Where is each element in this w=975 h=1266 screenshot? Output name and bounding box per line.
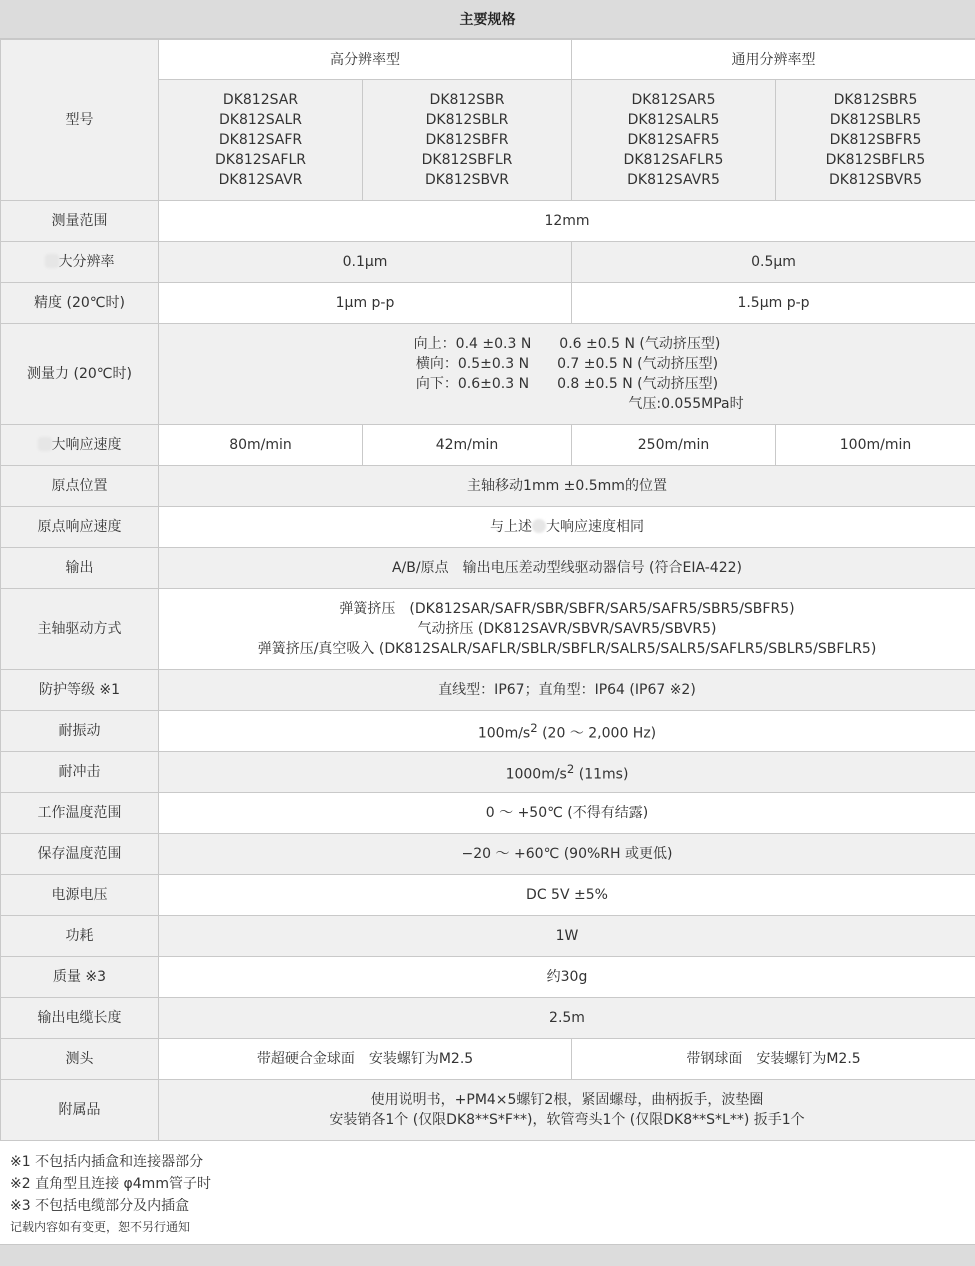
- model-label: 型号: [1, 40, 159, 201]
- table-row: [1, 752, 975, 793]
- footnotes: [0, 1141, 975, 1237]
- protection-label: 防护等级 ※1: [1, 670, 159, 711]
- table-row: [1, 670, 975, 711]
- protection-value: 直线型：IP67；直角型：IP64 (IP67 ※2): [159, 670, 975, 711]
- mass-label: 质量 ※3: [1, 957, 159, 998]
- power-label: 电源电压: [1, 875, 159, 916]
- accessories-value: 使用说明书，+PM4×5螺钉2根，紧固螺母，曲柄扳手，波垫圈 安装销各1个 (仅限DK8**S*F**)，软管弯头1个 (仅限DK8**S*L**) 扳手1个: [159, 1080, 975, 1141]
- table-row: [1, 201, 975, 242]
- table-row: [1, 793, 975, 834]
- probe-high: 带超硬合金球面 安装螺钉为M2.5: [159, 1039, 572, 1080]
- origin-value: 主轴移动1mm ±0.5mm的位置: [159, 466, 975, 507]
- range-value: 12mm: [159, 201, 975, 242]
- table-row: [1, 1039, 975, 1080]
- model-list-4: DK812SBR5 DK812SBLR5 DK812SBFR5 DK812SBFLR5 DK812SBVR5: [776, 80, 975, 201]
- model-list-2: DK812SBR DK812SBLR DK812SBFR DK812SBFLR DK812SBVR: [363, 80, 572, 201]
- origin-label: 原点位置: [1, 466, 159, 507]
- output-value: A/B/原点 输出电压差动型线驱动器信号 (符合EIA-422): [159, 548, 975, 589]
- consumption-value: 1W: [159, 916, 975, 957]
- table-row: [1, 916, 975, 957]
- accuracy-high: 1μm p-p: [159, 283, 572, 324]
- probe-general: 带钢球面 安装螺钉为M2.5: [572, 1039, 975, 1080]
- table-row: [1, 425, 975, 466]
- table-row: [1, 548, 975, 589]
- force-label: 测量力 (20℃时): [1, 324, 159, 425]
- table-row: [1, 507, 975, 548]
- store-temp-value: −20 ～ +60℃ (90%RH 或更低): [159, 834, 975, 875]
- speed-value-3: 250m/min: [572, 425, 776, 466]
- accuracy-label: 精度 (20℃时): [1, 283, 159, 324]
- table-row: [1, 589, 975, 670]
- group-high-resolution: 高分辨率型: [159, 40, 572, 80]
- speed-value-2: 42m/min: [363, 425, 572, 466]
- power-value: DC 5V ±5%: [159, 875, 975, 916]
- table-row: [1, 711, 975, 752]
- shock-value: $1000m/s^2$ (11ms): [159, 752, 975, 793]
- footnote-2: ※2 直角型且连接 φ4mm管子时: [10, 1173, 965, 1195]
- table-row: [1, 834, 975, 875]
- table-row: [1, 40, 975, 80]
- table-row: [1, 875, 975, 916]
- table-row: [1, 324, 975, 425]
- cable-label: 输出电缆长度: [1, 998, 159, 1039]
- table-row: [1, 283, 975, 324]
- table-row: [1, 1080, 975, 1141]
- model-list-1: DK812SAR DK812SALR DK812SAFR DK812SAFLR DK812SAVR: [159, 80, 363, 201]
- probe-label: 测头: [1, 1039, 159, 1080]
- footnote-1: ※1 不包括内插盒和连接器部分: [10, 1151, 965, 1173]
- next-section-header: [0, 1244, 975, 1266]
- consumption-label: 功耗: [1, 916, 159, 957]
- group-general-resolution: 通用分辨率型: [572, 40, 975, 80]
- origin-speed-value: 与上述 大响应速度相同: [159, 507, 975, 548]
- force-value: 向上：0.4 ±0.3 N 0.6 ±0.5 N (气动挤压型) 横向：0.5±0.3 N 0.7 ±0.5 N (气动挤压型) 向下：0.6±0.3 N 0.8 ±0.5 N (气动挤压型) 气压:0.055MPa时: [159, 324, 975, 425]
- footnote-disclaimer: 记载内容如有变更，恕不另行通知: [10, 1217, 965, 1237]
- table-row: [1, 242, 975, 283]
- accuracy-general: 1.5μm p-p: [572, 283, 975, 324]
- speed-value-4: 100m/min: [776, 425, 975, 466]
- obscured-glyph: [45, 254, 59, 268]
- footnote-3: ※3 不包括电缆部分及内插盒: [10, 1195, 965, 1217]
- resolution-high: 0.1μm: [159, 242, 572, 283]
- store-temp-label: 保存温度范围: [1, 834, 159, 875]
- obscured-glyph: [532, 519, 546, 533]
- op-temp-value: 0 ～ +50℃ (不得有结露): [159, 793, 975, 834]
- shock-label: 耐冲击: [1, 752, 159, 793]
- spec-table: [0, 39, 975, 1141]
- model-list-3: DK812SAR5 DK812SALR5 DK812SAFR5 DK812SAFLR5 DK812SAVR5: [572, 80, 776, 201]
- resolution-general: 0.5μm: [572, 242, 975, 283]
- speed-value-1: 80m/min: [159, 425, 363, 466]
- output-label: 输出: [1, 548, 159, 589]
- table-row: [1, 957, 975, 998]
- drive-value: 弹簧挤压 (DK812SAR/SAFR/SBR/SBFR/SAR5/SAFR5/SBR5/SBFR5) 气动挤压 (DK812SAVR/SBVR/SAVR5/SBVR5) 弹簧挤压/真空吸入 (DK812SALR/SAFLR/SBLR/SBFLR/SALR5/SALR5/SAFLR5/SBLR5/SBFLR5): [159, 589, 975, 670]
- range-label: 测量范围: [1, 201, 159, 242]
- table-row: [1, 998, 975, 1039]
- spec-header: [0, 0, 975, 39]
- op-temp-label: 工作温度范围: [1, 793, 159, 834]
- vibration-value: $100m/s^2$ (20 ～ 2,000 Hz): [159, 711, 975, 752]
- resolution-label: 大分辨率: [1, 242, 159, 283]
- vibration-label: 耐振动: [1, 711, 159, 752]
- mass-value: 约30g: [159, 957, 975, 998]
- speed-label: 大响应速度: [1, 425, 159, 466]
- spec-title: 主要规格: [460, 9, 516, 29]
- obscured-glyph: [38, 437, 52, 451]
- accessories-label: 附属品: [1, 1080, 159, 1141]
- table-row: [1, 466, 975, 507]
- origin-speed-label: 原点响应速度: [1, 507, 159, 548]
- drive-label: 主轴驱动方式: [1, 589, 159, 670]
- cable-value: 2.5m: [159, 998, 975, 1039]
